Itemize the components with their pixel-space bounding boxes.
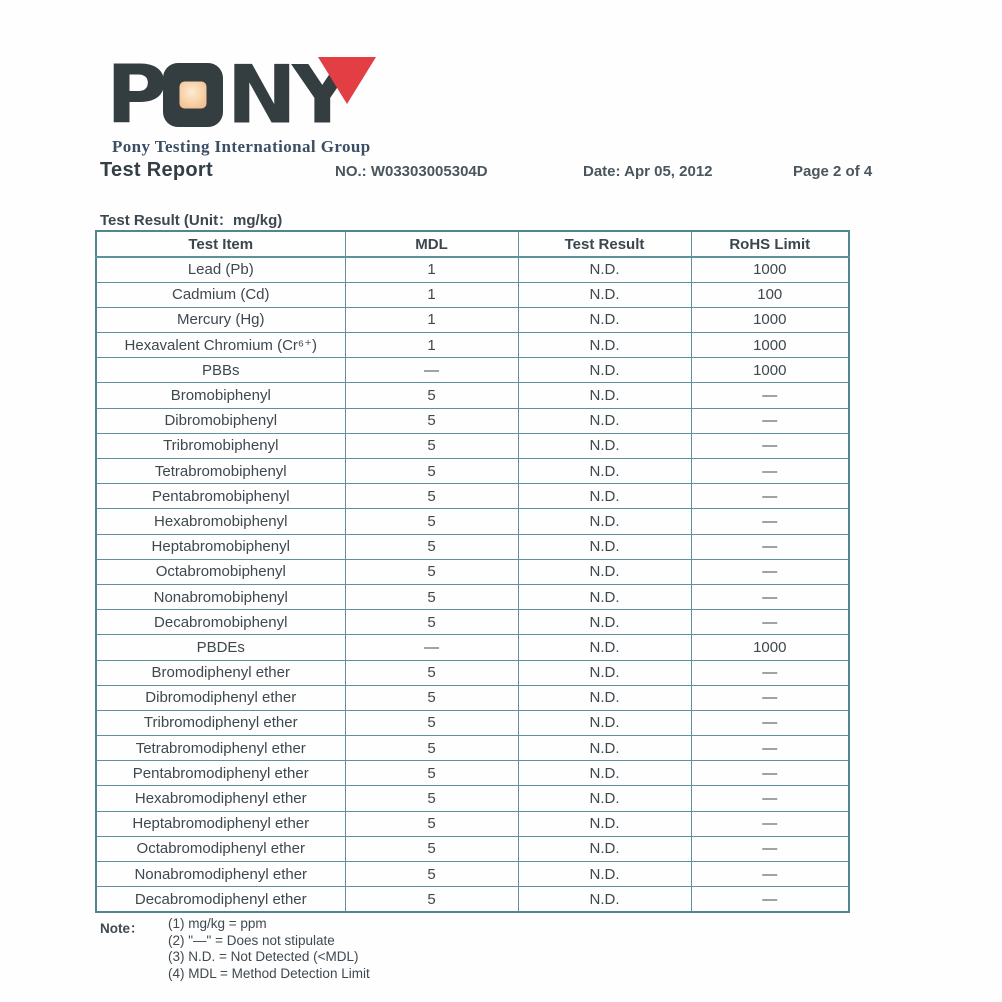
- table-cell: 5: [345, 736, 518, 761]
- table-cell: N.D.: [518, 509, 691, 534]
- table-cell: 5: [345, 761, 518, 786]
- table-row: [96, 736, 849, 761]
- table-cell: N.D.: [518, 660, 691, 685]
- table-cell: PBBs: [96, 358, 345, 383]
- table-cell: Heptabromodiphenyl ether: [96, 811, 345, 836]
- table-cell: 1: [345, 257, 518, 282]
- table-cell: 5: [345, 610, 518, 635]
- table-cell: N.D.: [518, 761, 691, 786]
- table-row: [96, 459, 849, 484]
- table-row: [96, 484, 849, 509]
- table-row: [96, 811, 849, 836]
- page-title: Test Report: [100, 159, 213, 181]
- note-item: (2) "—" = Does not stipulate: [168, 932, 335, 948]
- table-cell: 5: [345, 685, 518, 710]
- page-number: Page 2 of 4: [793, 163, 873, 180]
- table-cell: 5: [345, 786, 518, 811]
- table-row: [96, 358, 849, 383]
- table-cell: Pentabromobiphenyl: [96, 484, 345, 509]
- table-caption: Test Result (Unit：mg/kg): [100, 212, 283, 229]
- table-cell: —: [691, 383, 849, 408]
- table-cell: Dibromodiphenyl ether: [96, 685, 345, 710]
- logo-letter-o: [163, 63, 223, 127]
- table-cell: 5: [345, 710, 518, 735]
- table-row: [96, 584, 849, 609]
- table-cell: N.D.: [518, 333, 691, 358]
- logo-orange-square-icon: [179, 82, 206, 109]
- table-cell: N.D.: [518, 836, 691, 861]
- table-cell: N.D.: [518, 862, 691, 887]
- table-cell: Tribromobiphenyl: [96, 433, 345, 458]
- column-header: MDL: [345, 231, 518, 257]
- table-cell: 5: [345, 408, 518, 433]
- report-date: Date: Apr 05, 2012: [583, 163, 713, 180]
- table-body: [96, 257, 849, 912]
- table-cell: Lead (Pb): [96, 257, 345, 282]
- table-row: [96, 660, 849, 685]
- table-row: [96, 307, 849, 332]
- table-cell: —: [691, 459, 849, 484]
- table-cell: 5: [345, 862, 518, 887]
- table-cell: 1000: [691, 358, 849, 383]
- table-row: [96, 282, 849, 307]
- table-cell: —: [345, 635, 518, 660]
- table-row: [96, 761, 849, 786]
- table-cell: —: [691, 887, 849, 912]
- table-cell: 1000: [691, 257, 849, 282]
- table-cell: 5: [345, 887, 518, 912]
- table-cell: Decabromobiphenyl: [96, 610, 345, 635]
- table-cell: —: [691, 786, 849, 811]
- column-header: RoHS Limit: [691, 231, 849, 257]
- logo-letter-n: N: [226, 48, 292, 142]
- table-cell: N.D.: [518, 484, 691, 509]
- table-row: [96, 836, 849, 861]
- table-cell: Bromobiphenyl: [96, 383, 345, 408]
- table-cell: 5: [345, 534, 518, 559]
- table-cell: Cadmium (Cd): [96, 282, 345, 307]
- table-cell: N.D.: [518, 685, 691, 710]
- table-header-row: [96, 231, 849, 257]
- table-row: [96, 257, 849, 282]
- table-cell: N.D.: [518, 887, 691, 912]
- table-cell: Dibromobiphenyl: [96, 408, 345, 433]
- table-cell: 5: [345, 584, 518, 609]
- table-row: [96, 333, 849, 358]
- results-table: [95, 230, 850, 913]
- table-cell: —: [345, 358, 518, 383]
- note-item: (3) N.D. = Not Detected (<MDL): [168, 949, 359, 964]
- table-cell: Heptabromobiphenyl: [96, 534, 345, 559]
- table-cell: Bromodiphenyl ether: [96, 660, 345, 685]
- table-cell: Octabromobiphenyl: [96, 559, 345, 584]
- note-item: (1) mg/kg = ppm: [168, 916, 267, 931]
- table-cell: Hexabromobiphenyl: [96, 509, 345, 534]
- table-row: [96, 862, 849, 887]
- table-cell: N.D.: [518, 710, 691, 735]
- table-row: [96, 383, 849, 408]
- logo-subtitle: Pony Testing International Group: [112, 137, 371, 156]
- table-cell: —: [691, 534, 849, 559]
- table-row: [96, 509, 849, 534]
- table-cell: 5: [345, 433, 518, 458]
- table-cell: 5: [345, 459, 518, 484]
- table-cell: Mercury (Hg): [96, 307, 345, 332]
- table-cell: —: [691, 484, 849, 509]
- table-row: [96, 710, 849, 735]
- table-cell: —: [691, 710, 849, 735]
- table-row: [96, 786, 849, 811]
- table-cell: N.D.: [518, 534, 691, 559]
- note-item: (4) MDL = Method Detection Limit: [168, 965, 370, 981]
- table-row: [96, 685, 849, 710]
- table-cell: 1: [345, 307, 518, 332]
- table-cell: N.D.: [518, 459, 691, 484]
- table-cell: N.D.: [518, 786, 691, 811]
- pony-logo: [106, 48, 348, 142]
- report-number: NO.: W03303005304D: [335, 163, 488, 180]
- table-cell: —: [691, 862, 849, 887]
- table-cell: N.D.: [518, 408, 691, 433]
- table-row: [96, 610, 849, 635]
- table-cell: N.D.: [518, 736, 691, 761]
- column-header: Test Result: [518, 231, 691, 257]
- table-cell: Nonabromobiphenyl: [96, 584, 345, 609]
- table-cell: —: [691, 610, 849, 635]
- note-label: Note：: [100, 921, 144, 936]
- table-cell: N.D.: [518, 610, 691, 635]
- table-cell: 5: [345, 660, 518, 685]
- table-cell: N.D.: [518, 307, 691, 332]
- table-cell: Hexabromodiphenyl ether: [96, 786, 345, 811]
- table-cell: Nonabromodiphenyl ether: [96, 862, 345, 887]
- table-cell: N.D.: [518, 282, 691, 307]
- table-cell: —: [691, 584, 849, 609]
- table-cell: 5: [345, 383, 518, 408]
- table-cell: 1: [345, 282, 518, 307]
- table-cell: 1000: [691, 307, 849, 332]
- table-row: [96, 408, 849, 433]
- table-cell: PBDEs: [96, 635, 345, 660]
- table-cell: 5: [345, 509, 518, 534]
- column-header: Test Item: [96, 231, 345, 257]
- table-cell: —: [691, 559, 849, 584]
- table-row: [96, 887, 849, 912]
- table-cell: N.D.: [518, 635, 691, 660]
- table-cell: —: [691, 836, 849, 861]
- table-cell: —: [691, 811, 849, 836]
- table-row: [96, 635, 849, 660]
- table-cell: 5: [345, 811, 518, 836]
- table-cell: Pentabromodiphenyl ether: [96, 761, 345, 786]
- table-cell: N.D.: [518, 383, 691, 408]
- table-cell: N.D.: [518, 559, 691, 584]
- table-cell: Hexavalent Chromium (Cr⁶⁺): [96, 333, 345, 358]
- table-cell: —: [691, 660, 849, 685]
- table-cell: N.D.: [518, 811, 691, 836]
- logo-letter-p: P: [106, 48, 163, 142]
- table-cell: N.D.: [518, 358, 691, 383]
- table-row: [96, 534, 849, 559]
- table-cell: 5: [345, 484, 518, 509]
- table-cell: 1: [345, 333, 518, 358]
- logo-letter-y: Y: [291, 48, 348, 142]
- table-cell: —: [691, 408, 849, 433]
- table-cell: —: [691, 761, 849, 786]
- table-cell: N.D.: [518, 257, 691, 282]
- table-cell: 5: [345, 836, 518, 861]
- table-cell: Tetrabromobiphenyl: [96, 459, 345, 484]
- table-cell: Tetrabromodiphenyl ether: [96, 736, 345, 761]
- table-cell: —: [691, 736, 849, 761]
- table-cell: N.D.: [518, 584, 691, 609]
- table-cell: Octabromodiphenyl ether: [96, 836, 345, 861]
- table-row: [96, 559, 849, 584]
- table-cell: —: [691, 509, 849, 534]
- table-cell: 5: [345, 559, 518, 584]
- table-cell: N.D.: [518, 433, 691, 458]
- table-cell: —: [691, 685, 849, 710]
- logo-red-triangle-icon: [318, 57, 376, 104]
- note-items: [168, 916, 568, 982]
- table-cell: 1000: [691, 333, 849, 358]
- table-cell: Tribromodiphenyl ether: [96, 710, 345, 735]
- table-row: [96, 433, 849, 458]
- table-cell: 1000: [691, 635, 849, 660]
- table-cell: Decabromodiphenyl ether: [96, 887, 345, 912]
- table-cell: 100: [691, 282, 849, 307]
- table-cell: —: [691, 433, 849, 458]
